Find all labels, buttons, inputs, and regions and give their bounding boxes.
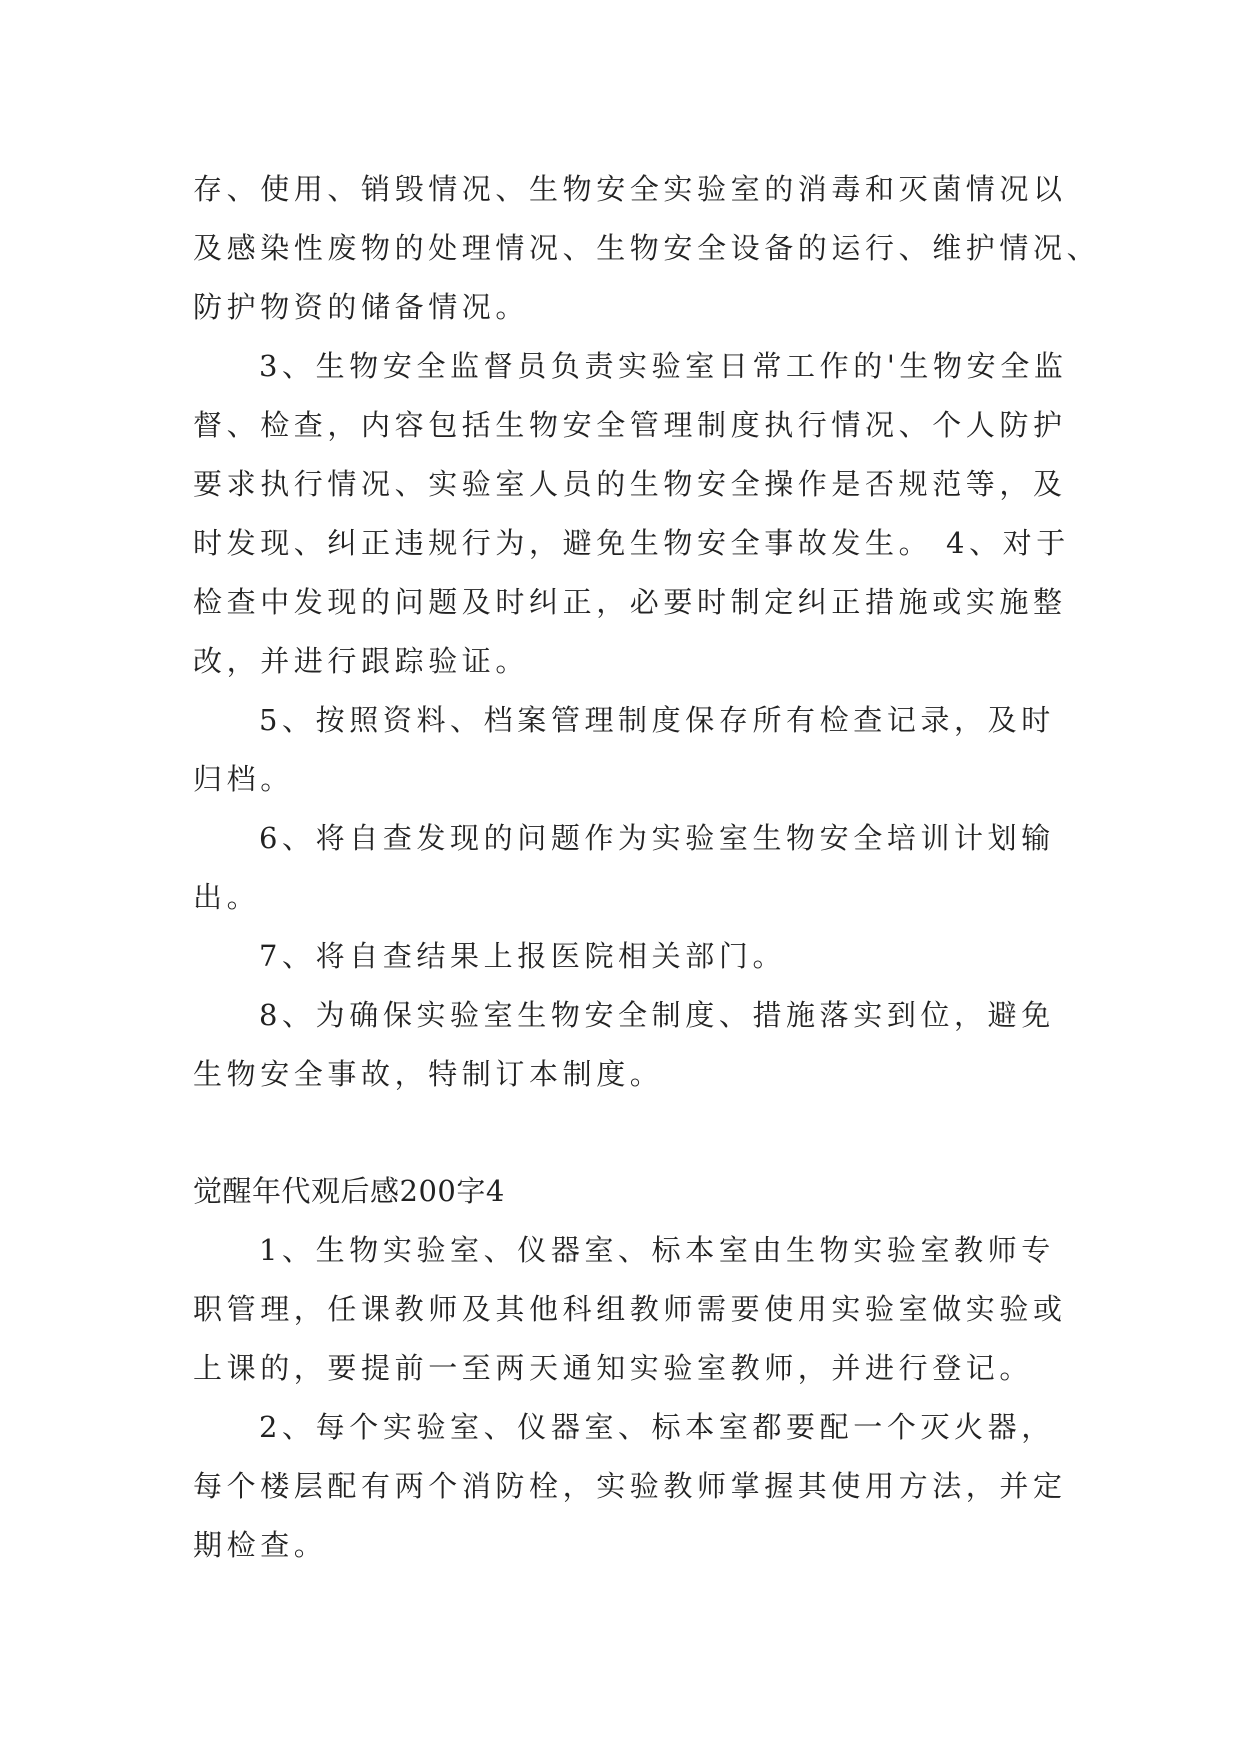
text-line: 检查中发现的问题及时纠正，必要时制定纠正措施或实施整 — [193, 585, 1067, 619]
paragraph-section-item-1 — [193, 1221, 1067, 1398]
text-line: 改，并进行跟踪验证。 — [193, 644, 530, 678]
text-line: 职管理，任课教师及其他科组教师需要使用实验室做实验或 — [193, 1292, 1067, 1326]
text-line: 督、检查，内容包括生物安全管理制度执行情况、个人防护 — [193, 408, 1067, 442]
text-line: 8、为确保实验室生物安全制度、措施落实到位，避免 — [259, 998, 1055, 1032]
text-line: 6、将自查发现的问题作为实验室生物安全培训计划输 — [259, 821, 1055, 855]
text-line: 3、生物安全监督员负责实验室日常工作的'生物安全监 — [259, 349, 1068, 383]
text-line: 7、将自查结果上报医院相关部门。 — [259, 939, 787, 973]
text-line: 生物安全事故，特制订本制度。 — [193, 1057, 664, 1091]
paragraph-continuation — [193, 160, 1101, 337]
text-line: 时发现、纠正违规行为，避免生物安全事故发生。 4、对于 — [193, 526, 1070, 560]
text-line: 及感染性废物的处理情况、生物安全设备的运行、维护情况、 — [193, 231, 1101, 265]
paragraph-item-5 — [193, 691, 1055, 809]
paragraph-item-6 — [193, 809, 1055, 927]
text-line: 归档。 — [193, 762, 294, 796]
text-line: 2、每个实验室、仪器室、标本室都要配一个灭火器， — [259, 1410, 1055, 1444]
text-line: 出。 — [193, 880, 261, 914]
text-line: 存、使用、销毁情况、生物安全实验室的消毒和灭菌情况以 — [193, 172, 1067, 206]
text-line: 防护物资的储备情况。 — [193, 290, 530, 324]
document-body — [193, 160, 1101, 1575]
text-line: 期检查。 — [193, 1528, 328, 1562]
paragraph-item-3 — [193, 337, 1070, 691]
paragraph-section-item-2 — [193, 1398, 1067, 1575]
paragraph-item-7 — [193, 927, 1055, 986]
text-line: 1、生物实验室、仪器室、标本室由生物实验室教师专 — [259, 1233, 1055, 1267]
text-line: 每个楼层配有两个消防栓，实验教师掌握其使用方法，并定 — [193, 1469, 1067, 1503]
paragraph-item-8 — [193, 986, 1055, 1104]
text-line: 5、按照资料、档案管理制度保存所有检查记录，及时 — [259, 703, 1055, 737]
text-line: 要求执行情况、实验室人员的生物安全操作是否规范等，及 — [193, 467, 1067, 501]
section-heading: 觉醒年代观后感200字4 — [193, 1174, 505, 1208]
text-line: 上课的，要提前一至两天通知实验室教师，并进行登记。 — [193, 1351, 1034, 1385]
